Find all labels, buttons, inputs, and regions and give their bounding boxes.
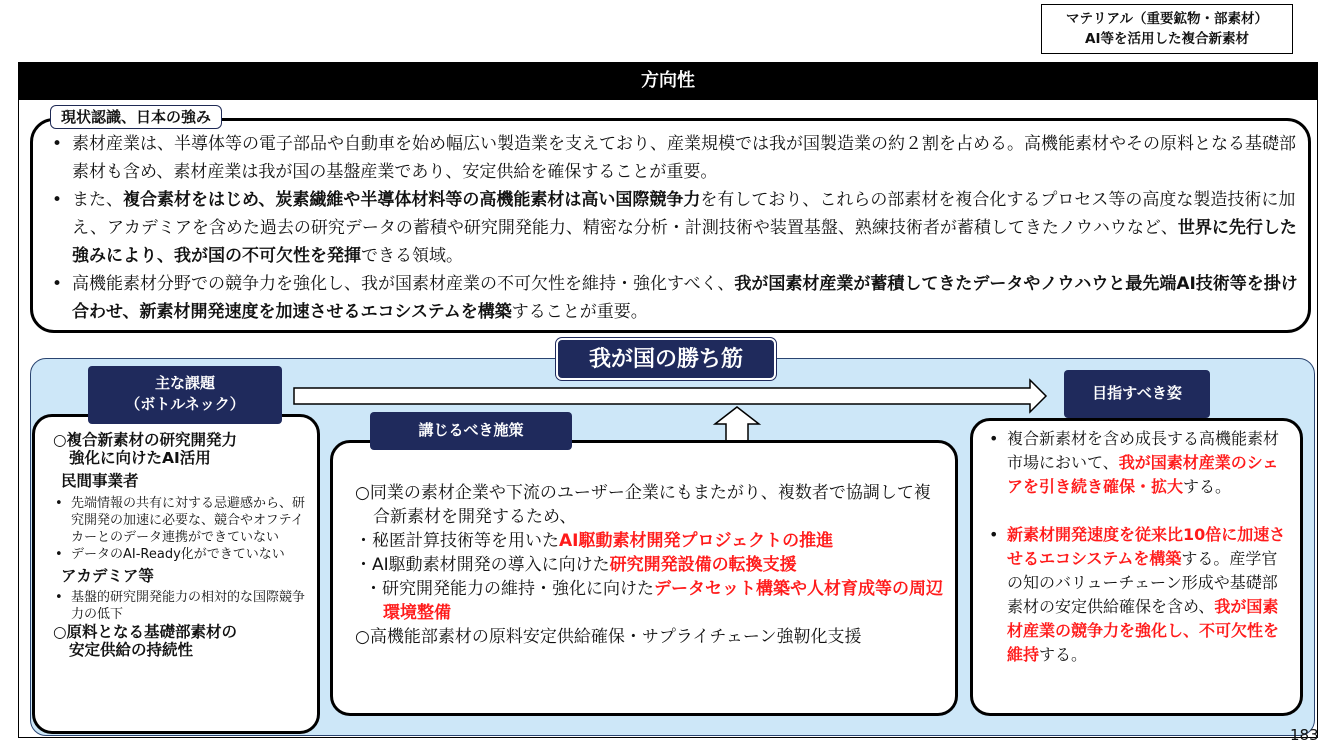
bullet-3 [50,270,1300,326]
issue-heading-1b: 強化に向けたAI活用 [69,449,211,467]
bullet-2-text-c: できる領域。 [361,246,463,266]
measure-4-highlight: データセット構築や人材育成等の周辺環境整備 [383,579,943,623]
issue-heading-2a: ○原料となる基礎部素材の [53,623,238,641]
bullet-2-bold-a: 複合素材をはじめ、炭素繊維や半導体材料等の高機能素材は高い国際競争力 [123,190,701,210]
measure-4 [355,577,945,625]
measure-3 [355,553,945,577]
issues-label-line1: 主な課題 [154,374,215,392]
up-arrow-icon [712,404,762,444]
current-status-bullets [50,130,1300,326]
measure-1: ○同業の素材企業や下流のユーザー企業にもまたがり、複数者で協調して複合新素材を開発するため、 [355,483,931,527]
goal-2-tail: する。 [1039,645,1088,664]
bullet-2-bold-b: 世界に先行した強みにより、我が国の不可欠性を発揮 [72,218,1297,266]
issue-bullet-3: • 基盤的研究開発能力の相対的な国際競争力の低下 [53,589,315,623]
bullet-3-text-b: することが重要。 [511,302,648,322]
category-tag-line2: AI等を活用した複合新素材 [1085,31,1249,47]
bullet-3-bold: 我が国素材産業が蓄積してきたデータやノウハウと最先端AI技術等を掛け合わせ、新素材開発速度を加速させるエコシステムを構築 [72,274,1298,322]
current-status-label: 現状認識、日本の強み [50,105,222,129]
measure-2-highlight: AI駆動素材開発プロジェクトの推進 [559,531,834,551]
goals-box [970,418,1303,716]
bullet-2 [50,186,1300,270]
category-tag [1041,4,1293,54]
measure-2-text: ・秘匿計算技術等を用いた [355,531,559,551]
bullet-1-text: 素材産業は、半導体等の電子部品や自動車を始め幅広い製造業を支えており、産業規模では我が国製造業の約２割を占める。高機能素材やその原料となる基礎部素材も含め、素材産業は我が国の基盤産業であり、安定供給を確保することが重要。 [72,134,1296,182]
goal-2 [985,523,1289,667]
goal-2-text: する。産学官の知のバリューチェーン形成や基礎部素材の安定供給確保を含め、 [1007,549,1278,616]
issue-bullet-1: • 先端情報の共有に対する忌避感から、研究開発の加速に必要な、競合やオフテイカーとのデータ連携ができていない [53,495,315,546]
measure-4-text: ・研究開発能力の維持・強化に向けた [365,579,654,599]
bullet-3-text-a: 高機能素材分野での競争力を強化し、我が国素材産業の不可欠性を維持・強化すべく、 [72,274,735,294]
goal-1-text: 複合新素材を含め成長する高機能素材市場において、 [1007,429,1280,472]
winning-strategy-title: 我が国の勝ち筋 [556,338,776,380]
direction-header: 方向性 [18,62,1318,100]
issue-heading-1a: ○複合新素材の研究開発力 [53,431,238,449]
issues-label-line2: （ボトルネック） [125,395,245,413]
issues-content [53,431,315,659]
measures-content [355,481,945,649]
bullet-2-text-b: を有しており、これらの部素材を複合化するプロセス等の高度な製造技術に加え、アカデミアを含めた過去の研究データの蓄積や研究開発能力、精密な分析・計測技術や装置基盤、熟練技術者が蓄積してきたノウハウなど、 [72,190,1296,238]
issue-bullet-2: • データのAI-Ready化ができていない [53,546,315,563]
measure-3-highlight: 研究開発設備の転換支援 [609,555,797,575]
bullet-2-text-a: また、 [72,190,123,210]
measure-2 [355,529,945,553]
issues-box [32,414,320,734]
issues-label [88,366,282,424]
page-number: 183 [1290,726,1319,744]
right-arrow-icon [290,376,1050,416]
goals-label: 目指すべき姿 [1064,370,1210,418]
goal-2-highlight-b: 我が国素材産業の競争力を強化し、不可欠性を維持 [1007,597,1280,664]
goal-1-highlight: 我が国素材産業のシェアを引き続き確保・拡大 [1007,453,1279,496]
measure-3-text: ・AI駆動素材開発の導入に向けた [355,555,610,575]
measures-label: 講じるべき施策 [370,412,572,450]
issue-sub-academia: アカデミア等 [61,567,154,585]
goals-content [985,427,1289,667]
measure-5: ○高機能部素材の原料安定供給確保・サプライチェーン強靭化支援 [355,627,862,647]
goal-2-highlight-a: 新素材開発速度を従来比10倍に加速させるエコシステムを構築 [1007,525,1286,568]
bullet-1 [50,130,1300,186]
category-tag-line1: マテリアル（重要鉱物・部素材） [1066,11,1268,27]
issue-sub-private: 民間事業者 [61,472,139,490]
issue-heading-2b: 安定供給の持続性 [69,641,194,659]
measures-box [330,440,958,716]
goal-1 [985,427,1289,499]
goal-1-tail: する。 [1183,477,1232,496]
